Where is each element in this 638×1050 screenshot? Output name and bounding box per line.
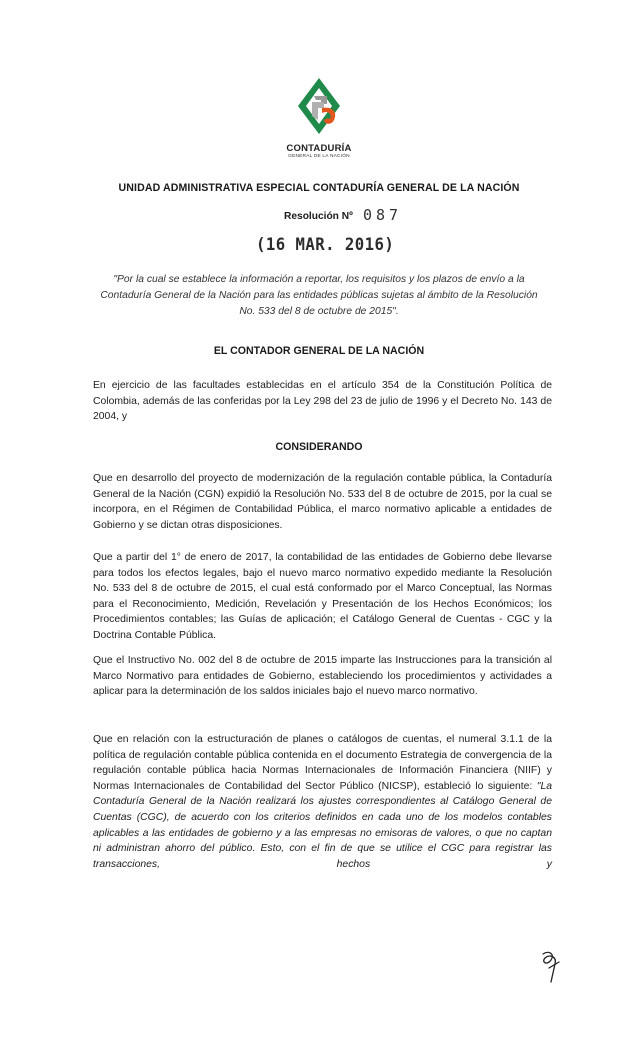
signer-heading: EL CONTADOR GENERAL DE LA NACIÓN	[213, 345, 425, 357]
paragraph-4-text: Que en relación con la estructuración de planes o catálogos de cuentas, el numeral 3.1.1 de la política de regulación contable pública contenida en el documento Estrategia de convergencia de la regulación contable pública hacia Normas Internacionales de Información Financiera (NIIF) y Normas Internacionales de Contabilidad del Sector Público (NICSP), estableció lo siguiente:	[93, 734, 552, 792]
considering-heading: CONSIDERANDO	[275, 441, 363, 453]
contaduria-logo-icon	[294, 76, 344, 142]
logo-name: CONTADURÍA	[286, 143, 352, 154]
entity-title: UNIDAD ADMINISTRATIVA ESPECIAL CONTADURÍA GENERAL DE LA NACIÓN	[118, 182, 520, 194]
paragraph-1: Que en desarrollo del proyecto de modernización de la regulación contable pública, la Contaduría General de la Nación (CGN) expidió la Resolución No. 533 del 8 de octubre de 2015, por la cual se incorpora, en el Régimen de Contabilidad Pública, el marco normativo aplicable a entidades de Gobierno y se dictan otras disposiciones.	[93, 473, 552, 531]
handwritten-initials-icon	[537, 948, 563, 988]
logo-subtitle: GENERAL DE LA NACIÓN	[288, 154, 350, 159]
resolution-label: Resolución Nº	[284, 211, 353, 222]
paragraph-4	[93, 732, 552, 872]
resolution-subject: "Por la cual se establece la información a reportar, los requisitos y los plazos de envío a la Contaduría General de la Nación para las entidades públicas sujetas al ámbito de la Resolución No. 533 del 8 de octubre de 2015".	[100, 274, 538, 317]
date-stamp: (16 MAR. 2016)	[256, 235, 395, 255]
paragraph-2: Que a partir del 1° de enero de 2017, la contabilidad de las entidades de Gobierno debe llevarse para todos los efectos legales, bajo el nuevo marco normativo expedido mediante la Resolución No. 533 del 8 de octubre de 2015, el cual está conformado por el Marco Conceptual, las Normas para el Reconocimiento, Medición, Revelación y Presentación de los Hechos Económicos; los Procedimientos contables; las Guías de aplicación; el Catálogo General de Cuentas - CGC y la Doctrina Contable Pública.	[93, 552, 552, 641]
paragraph-4-quote: "La Contaduría General de la Nación realizará los ajustes correspondientes al Catálogo General de Cuentas (CGC), de acuerdo con los criterios definidos en cada uno de los modelos contables aplicables a las entidades de gobierno y a las empresas no emisoras de valores, o que no captan ni administran ahorro del público. Esto, con el fin de que se utilice el CGC para registrar las transacciones, hechos y	[93, 780, 552, 870]
logo	[281, 76, 357, 164]
resolution-number: 087	[363, 206, 403, 224]
paragraph-3: Que el Instructivo No. 002 del 8 de octubre de 2015 imparte las Instrucciones para la transición al Marco Normativo para entidades de Gobierno, estableciendo los procedimientos y actividades a aplicar para la determinación de los saldos iniciales bajo el nuevo marco normativo.	[93, 655, 552, 698]
powers-paragraph: En ejercicio de las facultades establecidas en el artículo 354 de la Constitución Política de Colombia, además de las conferidas por la Ley 298 del 23 de julio de 1996 y el Decreto No. 143 de 2004, y	[93, 380, 552, 423]
